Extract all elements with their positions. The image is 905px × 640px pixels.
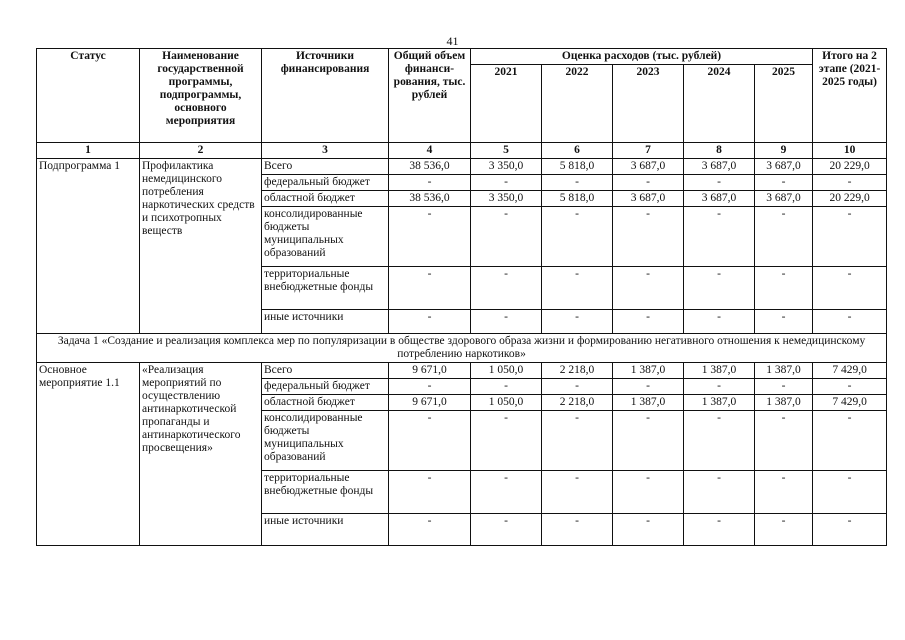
- table-row: [37, 363, 887, 379]
- column-number: 1: [37, 143, 140, 159]
- value-cell: 3 350,0: [471, 159, 542, 175]
- value-cell: -: [471, 207, 542, 267]
- value-cell: 9 671,0: [389, 395, 471, 411]
- header-year: 2023: [613, 65, 684, 143]
- header-total-volume: Общий объем финанси-рования, тыс. рублей: [389, 49, 471, 143]
- value-cell: -: [389, 379, 471, 395]
- value-cell: -: [471, 175, 542, 191]
- value-cell: -: [389, 267, 471, 310]
- value-cell: -: [813, 471, 887, 514]
- source-cell: территориальные внебюджетные фонды: [262, 471, 389, 514]
- value-cell: -: [389, 471, 471, 514]
- source-cell: консолидированные бюджеты муниципальных образований: [262, 207, 389, 267]
- value-cell: -: [613, 514, 684, 546]
- header-name: Наименование государственной программы, подпрограммы, основного мероприятия: [140, 49, 262, 143]
- value-cell: -: [755, 267, 813, 310]
- value-cell: -: [613, 207, 684, 267]
- column-number: 3: [262, 143, 389, 159]
- header-year: 2021: [471, 65, 542, 143]
- value-cell: -: [613, 379, 684, 395]
- value-cell: -: [813, 207, 887, 267]
- task-title: Задача 1 «Создание и реализация комплекса мер по популяризации в обществе здорового образа жизни и формированию негативного отношения к немедицинскому потреблению наркотиков»: [37, 334, 887, 363]
- value-cell: -: [684, 175, 755, 191]
- page-number: 41: [446, 34, 459, 48]
- value-cell: -: [613, 267, 684, 310]
- value-cell: 1 387,0: [613, 363, 684, 379]
- header-estimate: Оценка расходов (тыс. рублей): [471, 49, 813, 65]
- value-cell: -: [542, 514, 613, 546]
- header-year: 2022: [542, 65, 613, 143]
- value-cell: -: [542, 175, 613, 191]
- header-sources: Источники финансирования: [262, 49, 389, 143]
- source-cell: областной бюджет: [262, 395, 389, 411]
- column-numbers-row: [37, 143, 887, 159]
- value-cell: 9 671,0: [389, 363, 471, 379]
- value-cell: -: [542, 267, 613, 310]
- value-cell: -: [813, 175, 887, 191]
- value-cell: 3 687,0: [684, 191, 755, 207]
- value-cell: -: [471, 514, 542, 546]
- value-cell: -: [389, 175, 471, 191]
- value-cell: -: [613, 471, 684, 514]
- value-cell: -: [684, 471, 755, 514]
- value-cell: 38 536,0: [389, 191, 471, 207]
- row-name: «Реализация мероприятий по осуществлению антинаркотической пропаганды и антинаркотического просвещения»: [140, 363, 262, 546]
- column-number: 10: [813, 143, 887, 159]
- column-number: 9: [755, 143, 813, 159]
- row-status: Основное мероприятие 1.1: [37, 363, 140, 546]
- value-cell: 1 050,0: [471, 395, 542, 411]
- value-cell: 1 387,0: [684, 395, 755, 411]
- value-cell: -: [755, 514, 813, 546]
- header-row: [37, 49, 887, 65]
- source-cell: областной бюджет: [262, 191, 389, 207]
- source-cell: консолидированные бюджеты муниципальных образований: [262, 411, 389, 471]
- value-cell: -: [471, 379, 542, 395]
- column-number: 8: [684, 143, 755, 159]
- value-cell: 5 818,0: [542, 159, 613, 175]
- header-stage-total: Итого на 2 этапе (2021-2025 годы): [813, 49, 887, 143]
- value-cell: -: [755, 411, 813, 471]
- value-cell: 7 429,0: [813, 395, 887, 411]
- column-number: 5: [471, 143, 542, 159]
- value-cell: -: [755, 471, 813, 514]
- header-year: 2024: [684, 65, 755, 143]
- column-number: 7: [613, 143, 684, 159]
- source-cell: федеральный бюджет: [262, 175, 389, 191]
- value-cell: -: [755, 175, 813, 191]
- value-cell: -: [471, 310, 542, 334]
- value-cell: 3 687,0: [613, 159, 684, 175]
- value-cell: 20 229,0: [813, 191, 887, 207]
- value-cell: 1 387,0: [755, 395, 813, 411]
- value-cell: -: [471, 267, 542, 310]
- column-number: 6: [542, 143, 613, 159]
- value-cell: 7 429,0: [813, 363, 887, 379]
- value-cell: -: [389, 310, 471, 334]
- value-cell: -: [755, 379, 813, 395]
- column-number: 4: [389, 143, 471, 159]
- value-cell: 3 687,0: [684, 159, 755, 175]
- value-cell: 1 050,0: [471, 363, 542, 379]
- value-cell: -: [389, 514, 471, 546]
- value-cell: 1 387,0: [755, 363, 813, 379]
- value-cell: -: [542, 411, 613, 471]
- value-cell: -: [542, 207, 613, 267]
- table-row: [37, 159, 887, 175]
- row-name: Профилактика немедицинского потребления наркотических средств и психотропных веществ: [140, 159, 262, 334]
- source-cell: иные источники: [262, 514, 389, 546]
- header-year: 2025: [755, 65, 813, 143]
- row-status: Подпрограмма 1: [37, 159, 140, 334]
- source-cell: Всего: [262, 159, 389, 175]
- budget-table: [36, 48, 887, 546]
- value-cell: 2 218,0: [542, 395, 613, 411]
- value-cell: -: [813, 379, 887, 395]
- value-cell: -: [813, 267, 887, 310]
- column-number: 2: [140, 143, 262, 159]
- value-cell: 38 536,0: [389, 159, 471, 175]
- value-cell: 1 387,0: [684, 363, 755, 379]
- value-cell: -: [684, 310, 755, 334]
- value-cell: -: [542, 310, 613, 334]
- value-cell: 20 229,0: [813, 159, 887, 175]
- value-cell: -: [684, 411, 755, 471]
- value-cell: 3 687,0: [613, 191, 684, 207]
- header-status: Статус: [37, 49, 140, 143]
- value-cell: -: [542, 379, 613, 395]
- value-cell: 2 218,0: [542, 363, 613, 379]
- value-cell: -: [813, 514, 887, 546]
- value-cell: -: [684, 207, 755, 267]
- value-cell: 3 687,0: [755, 159, 813, 175]
- value-cell: -: [813, 310, 887, 334]
- value-cell: -: [613, 411, 684, 471]
- value-cell: 1 387,0: [613, 395, 684, 411]
- value-cell: 5 818,0: [542, 191, 613, 207]
- value-cell: -: [813, 411, 887, 471]
- value-cell: -: [389, 411, 471, 471]
- value-cell: -: [684, 267, 755, 310]
- task-row: [37, 334, 887, 363]
- value-cell: -: [684, 514, 755, 546]
- value-cell: 3 350,0: [471, 191, 542, 207]
- value-cell: -: [755, 207, 813, 267]
- value-cell: -: [471, 471, 542, 514]
- value-cell: -: [613, 175, 684, 191]
- source-cell: федеральный бюджет: [262, 379, 389, 395]
- value-cell: -: [613, 310, 684, 334]
- source-cell: Всего: [262, 363, 389, 379]
- value-cell: -: [684, 379, 755, 395]
- value-cell: -: [755, 310, 813, 334]
- value-cell: 3 687,0: [755, 191, 813, 207]
- value-cell: -: [389, 207, 471, 267]
- source-cell: иные источники: [262, 310, 389, 334]
- value-cell: -: [542, 471, 613, 514]
- value-cell: -: [471, 411, 542, 471]
- source-cell: территориальные внебюджетные фонды: [262, 267, 389, 310]
